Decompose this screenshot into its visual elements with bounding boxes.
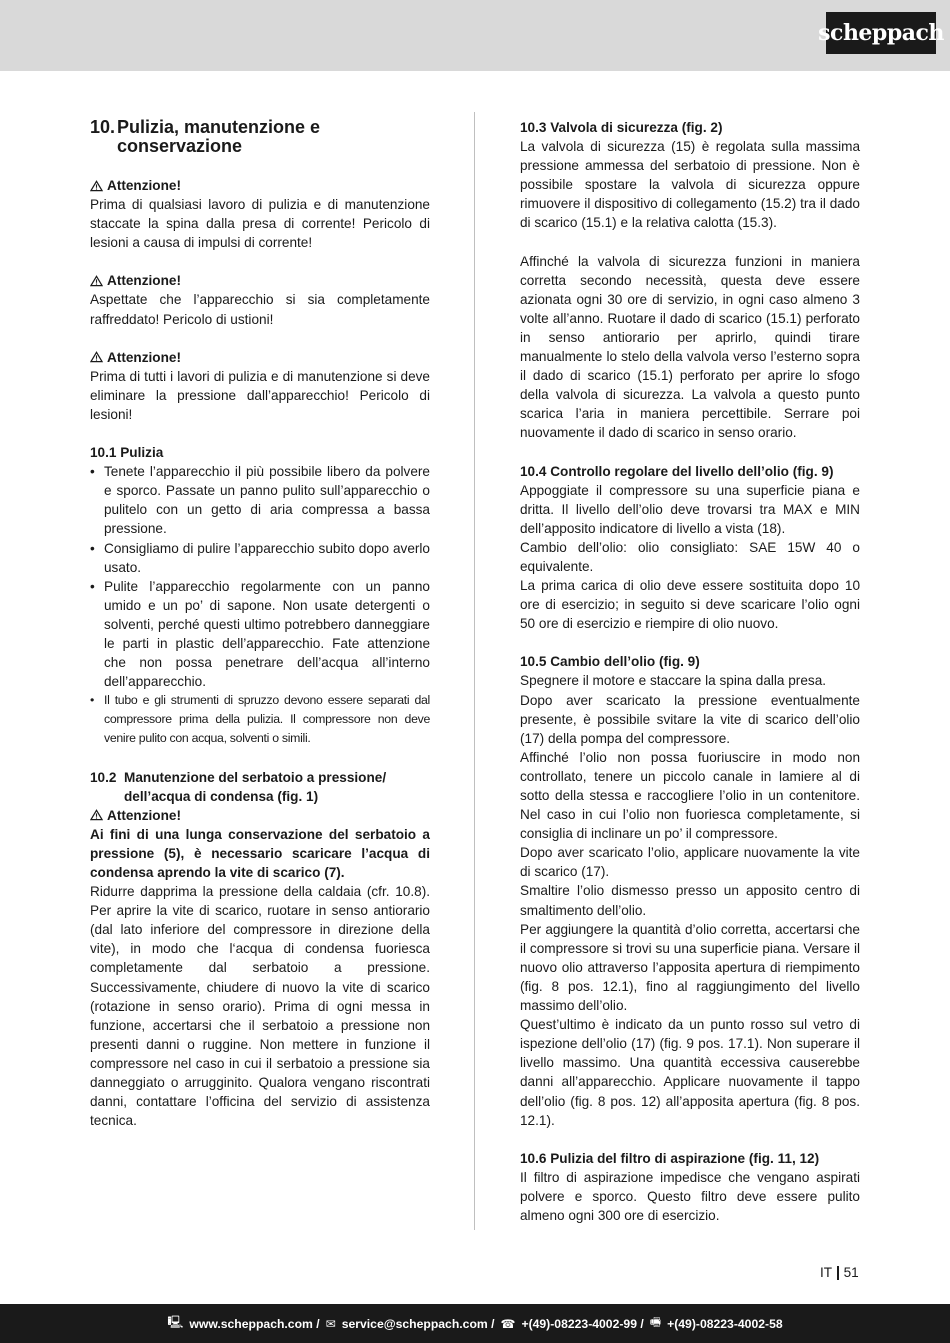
paragraph: Smaltire l’olio dismesso presso un apposito centro di smaltimento dell’olio. xyxy=(520,883,860,918)
page-number xyxy=(820,1265,859,1280)
paragraph: Ridurre dapprima la pressione della caldaia (cfr. 10.8). Per aprire la vite di scarico, ruotare in senso antiorario (dal lato inferiore del compressore in direzione della vite), in modo che l‘acqua di condensa fuoriesca completamente dal serbatoio a pressione. Successivamente, chiudere di nuovo la vite di scarico (rotazione in senso orario). Prima di ogni messa in funzione, accertarsi che il serbatoio a pressione non presenti danni o ruggine. Non mettere in funzione il compressore nel caso in cui il serbatoio a pressione sia danneggiato o arrugginito. Qualora vengano riscontrati danni, contattare l’officina del servizio di assistenza tecnica. xyxy=(90,884,430,1129)
section-number: 10. xyxy=(90,117,116,137)
paragraph: Dopo aver scaricato la pressione eventualmente presente, è possibile svitare la vite di scarico dell’olio (17) della pompa del compressore. xyxy=(520,692,860,746)
footer-phone: +(49)-08223-4002-99 / xyxy=(521,1316,644,1331)
paragraph: Dopo aver scaricato l’olio, applicare nuovamente la vite di scarico (17). xyxy=(520,845,860,880)
subsection-10-4 xyxy=(520,462,860,634)
mail-icon: ✉ xyxy=(325,1316,336,1331)
warning-block xyxy=(90,348,430,424)
paragraph: Quest’ultimo è indicato da un punto rosso sul vetro di ispezione dell’olio (17) (fig. 9 pos. 17.1). Non superare il livello massimo. Una quantità eccessiva causerebbe danni all’apparecchio. Applicare nuovamente il tappo dell’olio (fig. 8 pos. 12) all’apposita apertura (fig. 8 pos. 12.1). xyxy=(520,1017,860,1128)
warning-label: Attenzione! xyxy=(90,806,430,825)
warning-icon xyxy=(90,275,103,287)
right-column xyxy=(520,118,860,1244)
footer-fax: +(49)-08223-4002-58 xyxy=(667,1316,783,1331)
subsection-10-1 xyxy=(90,443,430,749)
paragraph: Affinché l’olio non possa fuoriuscire in modo non controllato, tenere un piccolo canale in lamiere al di sotto della stessa e raccogliere l’olio in un contenitore. Nel caso in cui l’olio non fuoriesca completamente, si consiglia di inclinare un po’ il compressore. xyxy=(520,749,860,842)
warning-block xyxy=(90,176,430,252)
page-number-value: 51 xyxy=(843,1265,859,1280)
paragraph: Cambio dell’olio: olio consigliato: SAE 15W 40 o equivalente. xyxy=(520,539,860,574)
subsection-10-3-cont xyxy=(520,252,860,443)
list-item: • Pulite l’apparecchio regolarmente con un panno umido e un po’ di sapone. Non usate detergenti o solventi, perché questi ultimo potrebbero danneggiare le parti in plastic dell’apparecchio. Fate attenzione che non possa penetrare dell’acqua all’interno dell’apparecchio. xyxy=(90,577,430,692)
list-item: • Tenete l’apparecchio il più possibile libero da polvere e sporco. Passate un panno pulito sull’apparecchio o pulitelo con un getto di aria compressa a bassa pressione. xyxy=(90,462,430,538)
fax-icon: 🖷 xyxy=(649,1315,662,1329)
paragraph: Appoggiate il compressore su una superficie piana e dritta. Il livello dell’olio deve trovarsi tra MAX e MIN dell’apposito indicatore di livello a vista (18). xyxy=(520,482,860,536)
header-bar xyxy=(0,0,950,71)
subsection-title: 10.5 Cambio dell’olio (fig. 9) xyxy=(520,654,700,670)
paragraph: Affinché la valvola di sicurezza funzioni in maniera corretta secondo necessità, questa deve essere azionata ogni 30 ore di servizio, in ogni caso almeno 3 volte all’anno. Ruotare il dado di scarico (15.1) perforato in senso antiorario per aprirlo, quindi tirare manualmente lo stelo della valvola verso l’esterno sopra il dado di scarico (15.1) perforato per aprire lo sfogo della valvola di sicurezza. La valvola a questo punto scarica l’aria in maniera percettibile. Serrare poi nuovamente il dado di scarico in senso orario. xyxy=(520,253,860,441)
footer-bar xyxy=(0,1304,950,1343)
subsection-10-5 xyxy=(520,652,860,1129)
section-heading xyxy=(90,118,430,156)
warning-icon xyxy=(90,351,103,363)
subsection-title: 10.4 Controllo regolare del livello dell’olio (fig. 9) xyxy=(520,463,834,479)
list-item: • Il tubo e gli strumenti di spruzzo devono essere separati dal compressore prima della pulizia. Il compressore non deve venire pulito con acqua, solventi o simili. xyxy=(90,691,430,748)
warning-text: Prima di qualsiasi lavoro di pulizia e di manutenzione staccate la spina dalla presa di corrente! Pericolo di lesioni a causa di impulsi di corrente! xyxy=(90,197,430,251)
paragraph: Il filtro di aspirazione impedisce che vengano aspirati polvere e sporco. Questo filtro deve essere pulito almeno ogni 300 ore di esercizio. xyxy=(520,1169,860,1223)
warning-label: Attenzione! xyxy=(90,348,430,367)
subsection-title: 10.1 Pulizia xyxy=(90,445,164,461)
warning-icon xyxy=(90,180,103,192)
left-column xyxy=(90,118,430,1149)
warning-text: Prima di tutti i lavori di pulizia e di manutenzione si deve eliminare la pressione dall’apparecchio! Pericolo di lesioni! xyxy=(90,368,430,422)
warning-label: Attenzione! xyxy=(90,176,430,195)
paragraph: Per aggiungere la quantità d’olio corretta, accertarsi che il compressore si trovi su una superficie piana. Versare il nuovo olio attraverso l’apposita apertura di riempimento (fig. 8 pos. 12.1), fino al raggiungimento del livello massimo dell’olio. xyxy=(520,921,860,1014)
subsection-10-6 xyxy=(520,1149,860,1225)
warning-label: Attenzione! xyxy=(90,271,430,290)
warning-icon xyxy=(90,809,103,821)
cleaning-list xyxy=(90,462,430,748)
page-number-separator xyxy=(837,1266,839,1280)
section-title: Pulizia, manutenzione e conservazione xyxy=(117,117,321,156)
footer-mail[interactable]: service@scheppach.com / xyxy=(341,1316,495,1331)
subsection-title: 10.3 Valvola di sicurezza (fig. 2) xyxy=(520,120,723,135)
warning-text: Aspettate che l’apparecchio si sia completamente raffreddato! Pericolo di ustioni! xyxy=(90,292,430,327)
language-code: IT xyxy=(820,1265,833,1280)
computer-icon: 🖳 xyxy=(167,1315,184,1329)
brand-logo: scheppach xyxy=(826,12,936,54)
subsection-10-2 xyxy=(90,768,430,1131)
paragraph: La prima carica di olio deve essere sostituita dopo 10 ore di esercizio; in seguito si deve scaricare l’olio ogni 50 ore di esercizio e riempire di olio nuovo. xyxy=(520,578,860,632)
paragraph: La valvola di sicurezza (15) è regolata sulla massima pressione ammessa del serbatoio di pressione. Non è possibile spostare la valvola di sicurezza oppure rimuovere il dispositivo di collegamento (15.2) tra il dado di scarico (15.1) e la relativa calotta (15.3). xyxy=(520,139,860,231)
subsection-10-3 xyxy=(520,118,860,233)
footer-web[interactable]: www.scheppach.com / xyxy=(189,1316,320,1331)
paragraph: Spegnere il motore e staccare la spina dalla presa. xyxy=(520,673,827,689)
column-divider xyxy=(474,112,475,1230)
warning-text: Ai fini di una lunga conservazione del serbatoio a pressione (5), è necessario scaricare l’acqua di condensa aprendo la vite di scarico (7). xyxy=(90,826,430,880)
warning-block xyxy=(90,271,430,328)
list-item: • Consigliamo di pulire l’apparecchio subito dopo averlo usato. xyxy=(90,539,430,577)
subsection-title: 10.6 Pulizia del filtro di aspirazione (fig. 11, 12) xyxy=(520,1150,820,1166)
subsection-title: 10.2 Manutenzione del serbatoio a pressione/ dell’acqua di condensa (fig. 1) xyxy=(90,769,387,804)
phone-icon: ☎ xyxy=(500,1316,516,1331)
